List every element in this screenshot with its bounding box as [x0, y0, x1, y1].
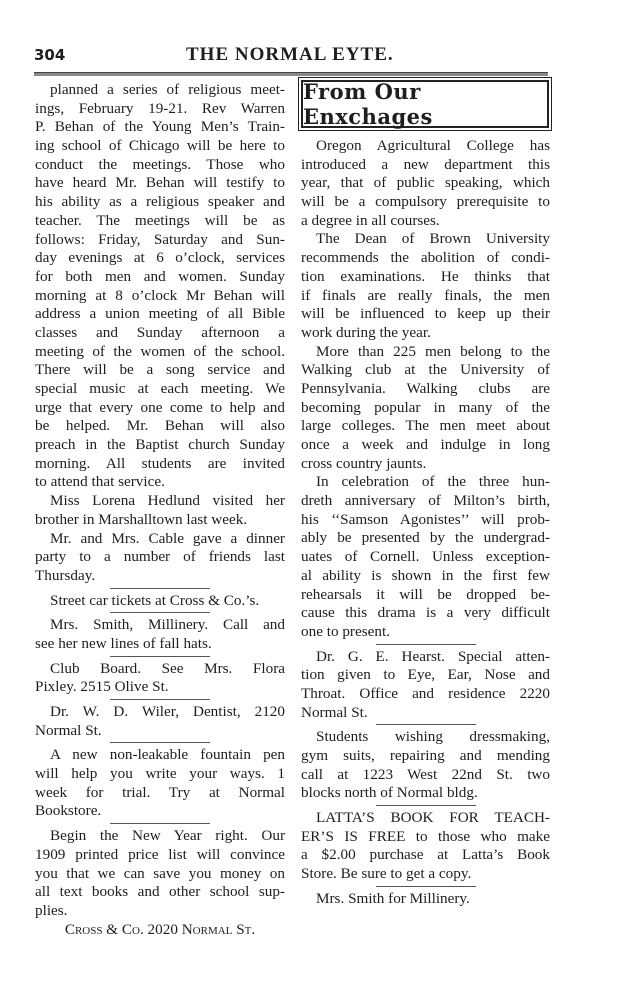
text-line: planned a series of religious meet-: [50, 81, 285, 98]
text-line: Bookstore.: [35, 802, 102, 820]
text-line: al ability is shown in the first few: [301, 566, 550, 584]
text-line: Throat. Office and residence 2220: [301, 684, 550, 702]
text-line: year, that of public speaking, which: [301, 174, 550, 192]
text-line: if finals are really finals, the men: [301, 286, 550, 304]
text-line: you that we can save you money on: [35, 864, 285, 882]
text-line: classes and Sunday afternoon a: [35, 323, 285, 341]
text-line: Normal St.: [301, 703, 368, 721]
section-title: From Our Enxchages: [303, 79, 433, 129]
page-number: 304: [34, 46, 66, 64]
text-line: special music at each meeting. We: [35, 380, 285, 397]
paragraph: [301, 343, 550, 474]
text-line: LATTA’S BOOK FOR TEACH-: [316, 809, 550, 827]
text-line: ing school of Chicago will be here to: [35, 137, 285, 155]
text-line: ings, February 19-21. Rev Warren: [35, 99, 285, 117]
text-line: blocks north of Normal bldg.: [301, 784, 478, 802]
text-line: uates of Cornell. Unless exception-: [301, 548, 550, 566]
text-line: will be a compulsory prerequisite to: [301, 193, 550, 211]
separator-rule: [110, 742, 210, 743]
separator-rule: [110, 823, 210, 824]
text-line: Mr. and Mrs. Cable gave a dinner: [50, 529, 285, 547]
text-line: meeting of the women of the school.: [35, 342, 285, 360]
text-line: becoming popular in many of the: [301, 398, 550, 416]
paragraph: [35, 530, 285, 586]
text-line: Cross & Co. 2020 Normal St.: [64, 920, 256, 938]
text-line: Dr. G. E. Hearst. Special atten-: [316, 647, 550, 665]
text-line: Street car tickets at Cross & Co.’s.: [50, 591, 260, 609]
text-line: large colleges. The men meet about: [301, 417, 550, 435]
text-line: all text books and other school sup-: [35, 883, 285, 901]
text-line: day evenings at 6 o’clock, services: [35, 249, 285, 267]
separator-rule: [376, 886, 476, 887]
text-line: More than 225 men belong to the: [316, 342, 550, 360]
text-line: 1909 printed price list will convince: [35, 845, 285, 863]
text-line: a $2.00 purchase at Latta’s Book: [301, 846, 550, 864]
right-column: [301, 137, 550, 909]
text-line: call at 1223 West 22nd St. two: [301, 765, 550, 783]
text-line: recommends the abolition of condi-: [301, 249, 550, 267]
header-rule: [34, 72, 548, 76]
separator-rule: [376, 724, 476, 725]
text-line: to attend that service.: [35, 473, 165, 491]
text-line: brother in Marshalltown last week.: [35, 510, 248, 528]
paragraph: [301, 137, 550, 230]
text-line: teacher. The meetings will be as: [35, 211, 285, 229]
text-line: A new non-leakable fountain pen: [50, 746, 285, 764]
text-line: rehearsals it will be dropped be-: [301, 585, 550, 603]
text-line: dreth anniversary of Milton’s birth,: [301, 492, 550, 510]
text-line: cause this drama is a very difficult: [301, 604, 550, 622]
text-line: Store. Be sure to get a copy.: [301, 865, 472, 883]
text-line: The Dean of Brown University: [316, 230, 550, 248]
text-line: Oregon Agricultural College has: [316, 137, 550, 154]
text-line: ably be presented by the undergrad-: [301, 529, 550, 547]
text-line: Students wishing dressmaking,: [316, 728, 550, 746]
text-line: conduct the meetings. Those who: [35, 155, 285, 173]
paragraph: [301, 890, 550, 909]
text-line: see her new lines of fall hats.: [35, 634, 212, 652]
text-line: work during the year.: [301, 323, 431, 341]
paragraph: [35, 616, 285, 653]
text-line: once a week and indulge in long: [301, 436, 550, 453]
text-line: Dr. W. D. Wiler, Dentist, 2120: [50, 703, 285, 720]
text-line: Club Board. See Mrs. Flora: [50, 659, 285, 677]
text-line: week for trial. Try at Normal: [35, 783, 285, 801]
text-line: morning. All students are invited: [35, 454, 285, 472]
separator-rule: [110, 656, 210, 657]
text-line: introduced a new department this: [301, 155, 550, 173]
text-line: ER’S IS FREE to those who make: [301, 827, 550, 845]
text-line: morning at 8 o’clock Mr Behan will: [35, 286, 285, 304]
text-line: There will be a song service and: [35, 361, 285, 379]
text-line: one to present.: [301, 622, 390, 640]
left-column: [35, 81, 285, 939]
paragraph: [35, 827, 285, 920]
text-line: his ‘‘Samson Agonistes’’ will prob-: [301, 510, 550, 528]
paragraph: [35, 660, 285, 697]
text-line: follows: Friday, Saturday and Sun-: [35, 230, 285, 248]
text-line: Miss Lorena Hedlund visited her: [50, 492, 285, 510]
text-line: a degree in all courses.: [301, 211, 440, 229]
text-line: Thursday.: [35, 566, 96, 584]
paragraph: [35, 492, 285, 529]
separator-rule: [110, 588, 210, 589]
text-line: P. Behan of the Young Men’s Train-: [35, 118, 285, 136]
paragraph: [301, 473, 550, 641]
section-title-box: [301, 80, 549, 128]
text-line: will help you write your ways. 1: [35, 765, 285, 783]
paragraph: [35, 921, 285, 940]
text-line: party to a number of friends last: [35, 548, 285, 566]
running-title: THE NORMAL EYTE.: [186, 44, 394, 65]
text-line: Pixley. 2515 Olive St.: [35, 678, 169, 696]
separator-rule: [110, 699, 210, 700]
text-line: address a union meeting of all Bible: [35, 305, 285, 323]
paragraph: [301, 230, 550, 342]
text-line: preach in the Baptist church Sunday: [35, 436, 285, 454]
paragraph: [301, 648, 550, 723]
separator-rule: [110, 612, 210, 613]
text-line: Mrs. Smith for Millinery.: [316, 889, 470, 907]
text-line: have heard Mr. Behan will testify to: [35, 174, 285, 192]
text-line: be helped. Mr. Behan will also: [35, 417, 285, 435]
text-line: Mrs. Smith, Millinery. Call and: [50, 616, 285, 634]
text-line: his ability as a religious speaker and: [35, 193, 285, 211]
paragraph: [301, 728, 550, 803]
text-line: Begin the New Year right. Our: [50, 827, 285, 845]
text-line: tion examinations. He thinks that: [301, 267, 550, 285]
paragraph: [35, 592, 285, 611]
separator-rule: [376, 644, 476, 645]
text-line: Normal St.: [35, 721, 102, 739]
paragraph: [35, 703, 285, 740]
text-line: Walking club at the University of: [301, 361, 550, 379]
text-line: for both men and women. Sunday: [35, 267, 285, 285]
text-line: plies.: [35, 901, 68, 919]
paragraph: [35, 81, 285, 492]
separator-rule: [376, 805, 476, 806]
text-line: tion given to Eye, Ear, Nose and: [301, 666, 550, 684]
text-line: urge that every one come to help and: [35, 398, 285, 416]
text-line: Pennsylvania. Walking clubs are: [301, 379, 550, 397]
text-line: will be influenced to keep up their: [301, 305, 550, 323]
paragraph: [35, 746, 285, 821]
paragraph: [301, 809, 550, 884]
text-line: In celebration of the three hun-: [316, 473, 550, 491]
text-line: gym suits, repairing and mending: [301, 747, 550, 764]
text-line: cross country jaunts.: [301, 454, 427, 472]
